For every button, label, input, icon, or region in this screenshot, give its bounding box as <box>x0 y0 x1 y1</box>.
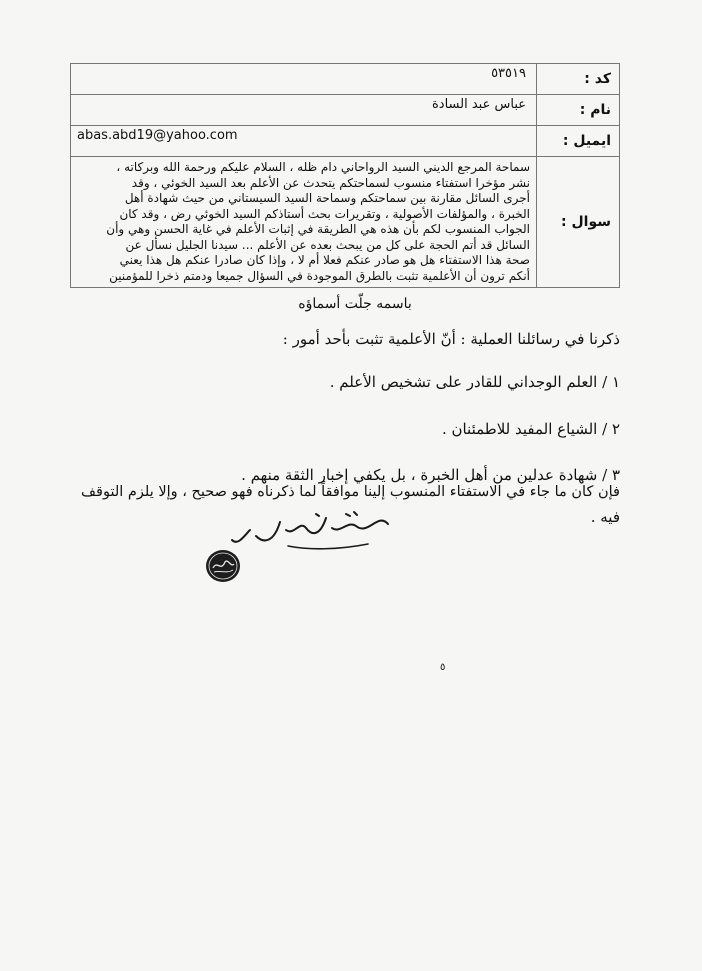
question-line: الخبرة ، والمؤلفات الأصولية ، وتقريرات بحث أستاذكم السيد الخوئي رض ، وقد كان <box>119 206 530 221</box>
code-label: كد : <box>537 64 620 95</box>
email-label: ايميل : <box>537 126 620 157</box>
name-value: عباس عبد السادة <box>71 95 537 126</box>
question-line: صحة هذا الاستفتاء هل هو صادر عنكم فعلا أم لا ، وإذا كان صادرا عنكم هل هذا يعني <box>119 253 530 267</box>
question-row <box>71 157 620 288</box>
page-mark: ٥ <box>440 662 446 673</box>
question-line: نشر مؤخرا استفتاء منسوب لسماحتكم يتحدث عن الأعلم بعد السيد الخوئي ، وقد <box>131 175 530 190</box>
question-text <box>71 157 537 288</box>
question-label: سوال : <box>537 157 620 288</box>
question-line: الجواب المنسوب لكم بأن هذه هي الطريقة في إثبات الأعلم في غاية الحسن وهي وأن <box>106 222 530 236</box>
name-row <box>71 95 620 126</box>
answer-item-2: ٢ / الشياع المفيد للاطمئنان . <box>441 420 620 438</box>
basmala-heading: باسمه جلّت أسماؤه <box>298 296 412 312</box>
question-line: سماحة المرجع الديني السيد الرواحاني دام ظله ، السلام عليكم ورحمة الله وبركاته ، <box>116 160 530 174</box>
answer-item-1: ١ / العلم الوجداني للقادر على تشخيص الأعلم . <box>329 373 620 391</box>
code-value: ٥٣٥١٩ <box>71 64 537 95</box>
question-form-table <box>70 63 620 288</box>
name-label: نام : <box>537 95 620 126</box>
question-line: أنكم ترون أن الأعلمية تثبت بالطرق الموجودة في السؤال جميعا ودمتم ذخرا للمؤمنين <box>109 268 530 283</box>
answer-conclusion: فإن كان ما جاء في الاستفتاء المنسوب إلينا موافقاً لما ذكرناه فهو صحيح ، وإلا يلزم التوقف <box>81 484 620 500</box>
official-seal-icon <box>205 548 241 584</box>
handwritten-signature <box>228 506 398 556</box>
answer-intro: ذكرنا في رسائلنا العملية : أنّ الأعلمية تثبت بأحد أمور : <box>282 330 620 348</box>
question-line: السائل قد أتم الحجة على كل من يبحث بعده عن الأعلم ... سيدنا الجليل نسأل عن <box>125 237 530 252</box>
answer-conclusion-end: فيه . <box>590 508 620 526</box>
code-row <box>71 64 620 95</box>
question-line: أجرى السائل مقارنة بين سماحتكم وسماحة السيد السيستاني من حيث شهادة أهل <box>124 191 530 205</box>
email-value: abas.abd19@yahoo.com <box>71 126 537 157</box>
email-row <box>71 126 620 157</box>
answer-item-3: ٣ / شهادة عدلين من أهل الخبرة ، بل يكفي إخبار الثقة منهم . <box>241 466 620 484</box>
